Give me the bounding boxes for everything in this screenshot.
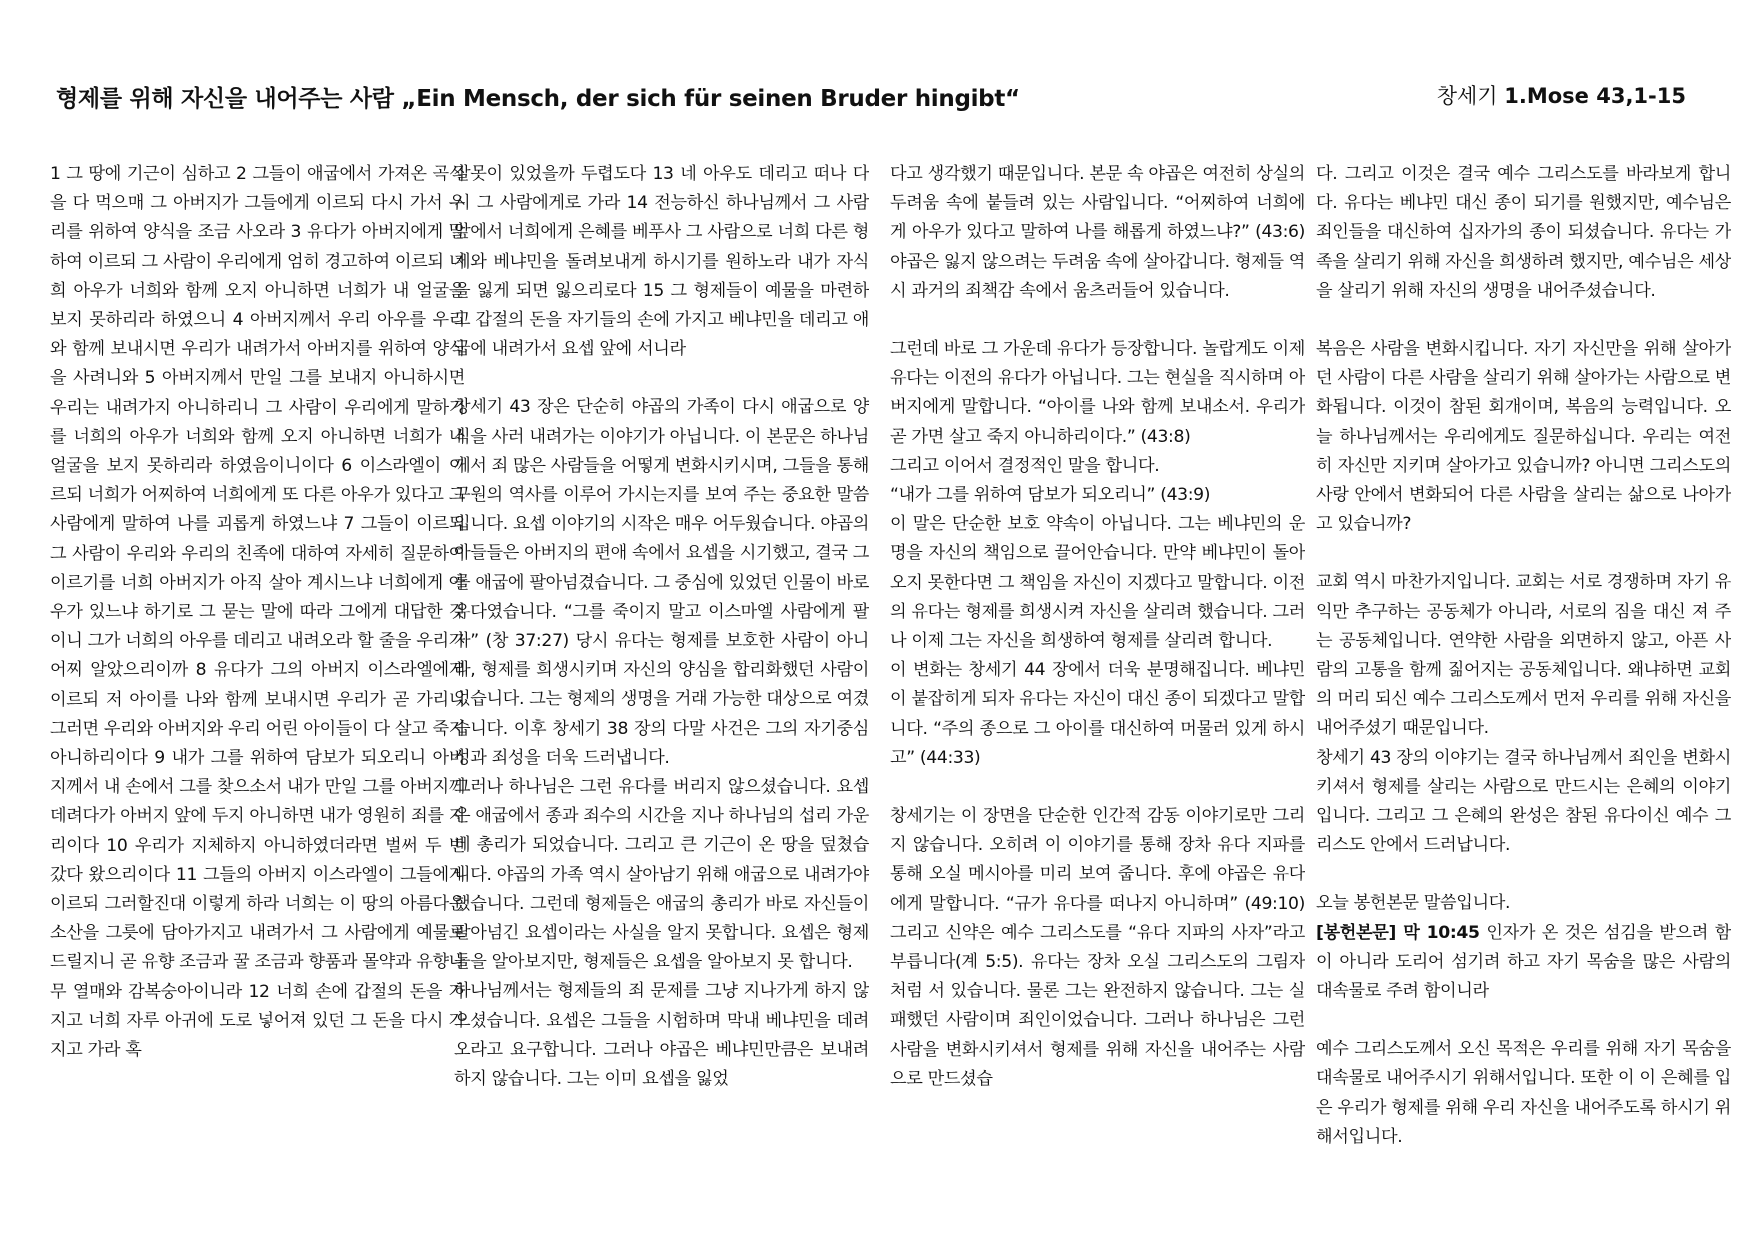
paragraph-text: 창세기는 이 장면을 단순한 인간적 감동 이야기로만 그리지 않습니다. 오히려 이 이야기를 통해 장차 유다 지파를 통해 오실 메시아를 미리 보여 줍니다. 후에 야곱은 유다에게 말합니다. “규가 유다를 떠나지 아니하며” (49:10) 그리고 신약은 예수 그리스도를 “유다 지파의 사자”라고 부릅니다(계 5:5). 유다는 장차 오실 그리스도의 그림자처럼 서 있습니다. 물론 그는 완전하지 않습니다. 그는 실패했던 사람이며 죄인이었습니다. 그러나 하나님은 그런 사람을 변화시키셔서 형제를 위해 자신을 내어주는 사람으로 만드셨습 xyxy=(890,806,1305,1089)
paragraph xyxy=(890,160,1305,306)
paragraph xyxy=(890,452,1305,481)
scripture-reference xyxy=(1437,80,1686,110)
paragraph xyxy=(50,160,465,1065)
paragraph-text: 오늘 봉헌본문 말씀입니다. xyxy=(1316,893,1511,914)
paragraph-text: 교회 역시 마찬가지입니다. 교회는 서로 경쟁하며 자기 유익만 추구하는 공동체가 아니라, 서로의 짐을 대신 져 주는 공동체입니다. 연약한 사람을 외면하지 않고, 아픈 사람의 고통을 함께 짊어지는 공동체입니다. 왜냐하면 교회의 머리 되신 예수 그리스도께서 먼저 우리를 위해 자신을 내어주셨기 때문입니다. xyxy=(1316,572,1731,739)
paragraph xyxy=(454,160,869,364)
paragraph-text: 복음은 사람을 변화시킵니다. 자기 자신만을 위해 살아가던 사람이 다른 사람을 살리기 위해 살아가는 사람으로 변화됩니다. 이것이 참된 회개이며, 복음의 능력입니다. 오늘 하나님께서는 우리에게도 질문하십니다. 우리는 여전히 자신만 지키며 살아가고 있습니까? 아니면 그리스도의 사랑 안에서 변화되어 다른 사람을 살리는 삶으로 나아가고 있습니까? xyxy=(1316,339,1731,535)
paragraph-text: 다. 그리고 이것은 결국 예수 그리스도를 바라보게 합니다. 유다는 베냐민 대신 종이 되기를 원했지만, 예수님은 죄인들을 대신하여 십자가의 종이 되셨습니다. 유다는 가족을 살리기 위해 자신을 희생하려 했지만, 예수님은 세상을 살리기 위해 자신의 생명을 내어주셨습니다. xyxy=(1316,164,1731,301)
column-2 xyxy=(454,160,869,1210)
paragraph-text: 잘못이 있었을까 두렵도다 13 네 아우도 데리고 떠나 다시 그 사람에게로 가라 14 전능하신 하나님께서 그 사람 앞에서 너희에게 은혜를 베푸사 그 사람으로 너희 다른 형제와 베냐민을 돌려보내게 하시기를 원하노라 내가 자식을 잃게 되면 잃으리로다 15 그 형제들이 예물을 마련하고 갑절의 돈을 자기들의 손에 가지고 베냐민을 데리고 애굽에 내려가서 요셉 앞에 서니라 xyxy=(454,164,869,360)
paragraph-text: 창세기 43 장의 이야기는 결국 하나님께서 죄인을 변화시키셔서 형제를 살리는 사람으로 만드시는 은혜의 이야기입니다. 그리고 그 은혜의 완성은 참된 유다이신 예수 그리스도 안에서 드러납니다. xyxy=(1316,747,1731,856)
paragraph-text: 하나님께서는 형제들의 죄 문제를 그냥 지나가게 하지 않으셨습니다. 요셉은 그들을 시험하며 막내 베냐민을 데려오라고 요구합니다. 그러나 야곱은 베냐민만큼은 보내려 하지 않습니다. 그는 이미 요셉을 잃었 xyxy=(454,981,869,1090)
paragraph xyxy=(890,510,1305,656)
paragraph xyxy=(1316,919,1731,1007)
paragraph xyxy=(1316,568,1731,743)
paragraph xyxy=(454,773,869,977)
paragraph-text: 다고 생각했기 때문입니다. 본문 속 야곱은 여전히 상실의 두려움 속에 붙들려 있는 사람입니다. “어찌하여 너희에게 아우가 있다고 말하여 나를 해롭게 하였느냐?” (43:6) 야곱은 잃지 않으려는 두려움 속에 살아갑니다. 형제들 역시 과거의 죄책감 속에서 움츠러들어 있습니다. xyxy=(890,164,1305,301)
paragraph-text: 그리고 이어서 결정적인 말을 합니다. xyxy=(890,455,1160,476)
paragraph-text: 이 말은 단순한 보호 약속이 아닙니다. 그는 베냐민의 운명을 자신의 책임으로 끌어안습니다. 만약 베냐민이 돌아오지 못한다면 그 책임을 자신이 지겠다고 말합니다. 이전의 유다는 형제를 희생시켜 자신을 살리려 했습니다. 그러나 이제 그는 자신을 희생하여 형제를 살리려 합니다. xyxy=(890,514,1305,652)
paragraph xyxy=(454,393,869,773)
paragraph xyxy=(1316,889,1731,918)
page-title: 형제를 위해 자신을 내어주는 사람 „Ein Mensch, der sich für seinen Bruder hingibt“ xyxy=(56,86,1020,112)
paragraph xyxy=(890,656,1305,773)
paragraph-text: 인자가 온 것은 섬김을 받으려 함이 아니라 도리어 섬기려 하고 자기 목숨을 많은 사람의 대속물로 주려 함이니라 xyxy=(1316,922,1731,1002)
column-3 xyxy=(890,160,1305,1210)
text-columns xyxy=(50,160,1730,1210)
paragraph-text: 창세기 43 장은 단순히 야곱의 가족이 다시 애굽으로 양식을 사러 내려가는 이야기가 아닙니다. 이 본문은 하나님께서 죄 많은 사람들을 어떻게 변화시키시며, 그들을 통해 구원의 역사를 이루어 가시는지를 보여 주는 중요한 말씀입니다. 요셉 이야기의 시작은 매우 어두웠습니다. 야곱의 아들들은 아버지의 편애 속에서 요셉을 시기했고, 결국 그를 애굽에 팔아넘겼습니다. 그 중심에 있었던 인물이 바로 유다였습니다. “그를 죽이지 말고 이스마엘 사람에게 팔자” (창 37:27) 당시 유다는 형제를 보호한 사람이 아니라, 형제를 희생시키며 자신의 양심을 합리화했던 사람이었습니다. 그는 형제의 생명을 거래 가능한 대상으로 여겼습니다. 이후 창세기 38 장의 다말 사건은 그의 자기중심성과 죄성을 더욱 드러냅니다. xyxy=(454,397,869,768)
paragraph-text: 1 그 땅에 기근이 심하고 2 그들이 애굽에서 가져온 곡식을 다 먹으매 그 아버지가 그들에게 이르되 다시 가서 우리를 위하여 양식을 조금 사오라 3 유다가 아버지에게 말하여 이르되 그 사람이 우리에게 엄히 경고하여 이르되 너희 아우가 너희와 함께 오지 아니하면 너희가 내 얼굴을 보지 못하리라 하였으니 4 아버지께서 우리 아우를 우리와 함께 보내시면 우리가 내려가서 아버지를 위하여 양식을 사려니와 5 아버지께서 만일 그를 보내지 아니하시면 우리는 내려가지 아니하리니 그 사람이 우리에게 말하기를 너희의 아우가 너희와 함께 오지 아니하면 너희가 내 얼굴을 보지 못하리라 하였음이니이다 6 이스라엘이 이르되 너희가 어찌하여 너희에게 또 다른 아우가 있다고 그 사람에게 말하여 나를 괴롭게 하였느냐 7 그들이 이르되 그 사람이 우리와 우리의 친족에 대하여 자세히 질문하여 이르기를 너희 아버지가 아직 살아 계시느냐 너희에게 아우가 있느냐 하기로 그 묻는 말에 따라 그에게 대답한 것이니 그가 너희의 아우를 데리고 내려오라 할 줄을 우리가 어찌 알았으리이까 8 유다가 그의 아버지 이스라엘에게 이르되 저 아이를 나와 함께 보내시면 우리가 곧 가리니 그러면 우리와 아버지와 우리 어린 아이들이 다 살고 죽지 아니하리이다 9 내가 그를 위하여 담보가 되오리니 아버지께서 내 손에서 그를 찾으소서 내가 만일 그를 아버지께 데려다가 아버지 앞에 두지 아니하면 내가 영원히 죄를 지리이다 10 우리가 지체하지 아니하였더라면 벌써 두 번 갔다 왔으리이다 11 그들의 아버지 이스라엘이 그들에게 이르되 그러할진대 이렇게 하라 너희는 이 땅의 아름다운 소산을 그릇에 담아가지고 내려가서 그 사람에게 예물로 드릴지니 곧 유향 조금과 꿀 조금과 향품과 몰약과 유향나무 열매와 감복숭아이니라 12 너희 손에 갑절의 돈을 가지고 너희 자루 아귀에 도로 넣어져 있던 그 돈을 다시 가지고 가라 혹 xyxy=(50,164,465,1061)
paragraph xyxy=(1316,335,1731,539)
paragraph xyxy=(890,481,1305,510)
paragraph-text: 예수 그리스도께서 오신 목적은 우리를 위해 자기 목숨을 대속물로 내어주시기 위해서입니다. 또한 이 이 은혜를 입은 우리가 형제를 위해 우리 자신을 내어주도록 하시기 위해서입니다. xyxy=(1316,1039,1731,1147)
paragraph xyxy=(1316,160,1731,306)
offering-text-reference: [봉헌본문] 막 10:45 xyxy=(1316,922,1480,943)
paragraph-text: 그러나 하나님은 그런 유다를 버리지 않으셨습니다. 요셉은 애굽에서 종과 죄수의 시간을 지나 하나님의 섭리 가운데 총리가 되었습니다. 그리고 큰 기근이 온 땅을 덮쳤습니다. 야곱의 가족 역시 살아남기 위해 애굽으로 내려가야 했습니다. 그런데 형제들은 애굽의 총리가 바로 자신들이 팔아넘긴 요셉이라는 사실을 알지 못합니다. 요셉은 형제들을 알아보지만, 형제들은 요셉을 알아보지 못 합니다. xyxy=(454,777,869,973)
paragraph-text: 그런데 바로 그 가운데 유다가 등장합니다. 놀랍게도 이제 유다는 이전의 유다가 아닙니다. 그는 현실을 직시하며 아버지에게 말합니다. “아이를 나와 함께 보내소서. 우리가 곧 가면 살고 죽지 아니하리이다.” (43:8) xyxy=(890,339,1305,447)
reference-prefix: 창세기 xyxy=(1436,84,1505,108)
paragraph xyxy=(454,977,869,1094)
paragraph xyxy=(1316,744,1731,861)
column-1 xyxy=(50,160,465,1210)
column-4 xyxy=(1316,160,1731,1210)
reference-book: 1.Mose 43,1-15 xyxy=(1504,84,1686,108)
paragraph xyxy=(1316,1035,1731,1152)
paragraph xyxy=(890,802,1305,1094)
paragraph-text: “내가 그를 위하여 담보가 되오리니” (43:9) xyxy=(890,485,1211,506)
page-header xyxy=(56,80,1686,120)
paragraph xyxy=(890,335,1305,452)
paragraph-text: 이 변화는 창세기 44 장에서 더욱 분명해집니다. 베냐민이 붙잡히게 되자 유다는 자신이 대신 종이 되겠다고 말합니다. “주의 종으로 그 아이를 대신하여 머물러 있게 하시고” (44:33) xyxy=(890,660,1305,768)
